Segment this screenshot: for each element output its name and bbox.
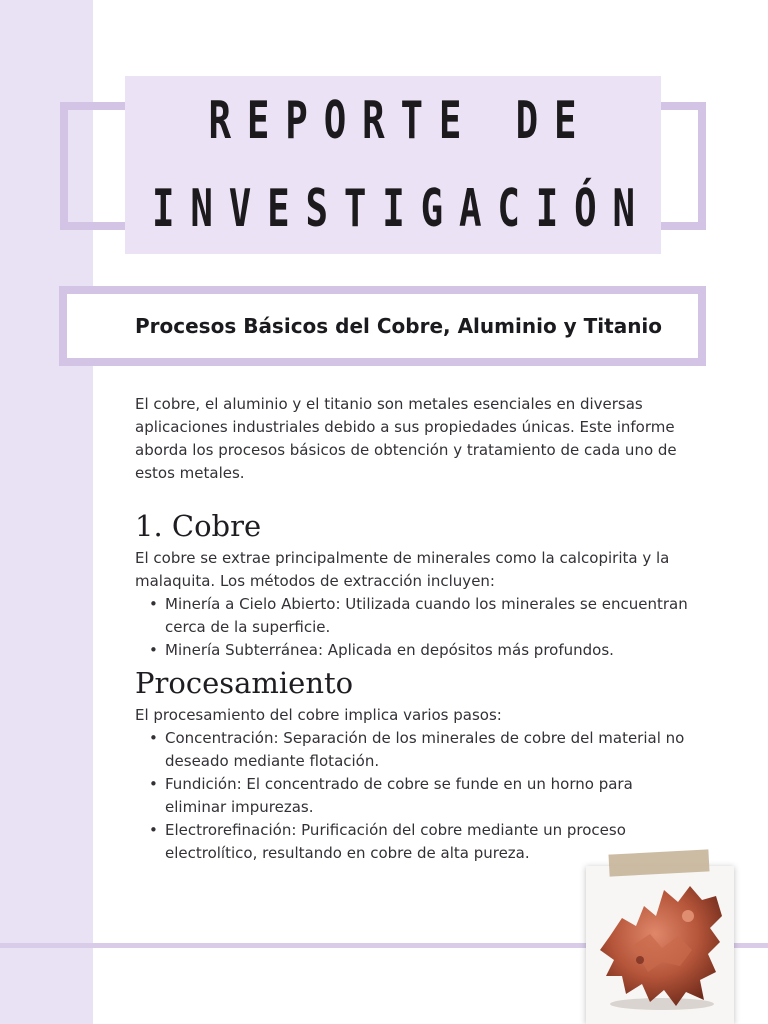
section-paragraph-cobre: El cobre se extrae principalmente de minerales como la calcopirita y la malaquita. Los métodos de extracción incluyen: (135, 549, 670, 590)
title-line-1: REPORTE DE (209, 91, 593, 151)
main-content (135, 393, 695, 865)
intro-paragraph: El cobre, el aluminio y el titanio son metales esenciales en diversas aplicaciones industriales debido a sus propiedades únicas. Este informe aborda los procesos básicos de obtención y tratamiento de cada uno de estos metales. (135, 395, 677, 482)
section-paragraph-procesamiento: El procesamiento del cobre implica varios pasos: (135, 706, 502, 724)
section-heading-cobre: 1. Cobre (135, 509, 262, 543)
subtitle: Procesos Básicos del Cobre, Aluminio y Titanio (135, 314, 663, 338)
list-item: • Fundición: El concentrado de cobre se funde en un horno para eliminar impurezas. (147, 773, 695, 819)
title-box (125, 76, 661, 254)
list-item: • Minería Subterránea: Aplicada en depósitos más profundos. (147, 639, 695, 662)
list-item: • Minería a Cielo Abierto: Utilizada cuando los minerales se encuentran cerca de la superficie. (147, 593, 695, 639)
copper-photo (586, 866, 734, 1024)
title-line-2: INVESTIGACIÓN (151, 179, 651, 239)
section-heading-procesamiento: Procesamiento (135, 666, 354, 700)
list-item: • Electrorefinación: Purificación del cobre mediante un proceso electrolítico, resultando en cobre de alta pureza. (147, 819, 695, 865)
list-item: • Concentración: Separación de los minerales de cobre del material no deseado mediante flotación. (147, 727, 695, 773)
processing-steps-list (147, 727, 695, 865)
extraction-methods-list (147, 593, 695, 662)
copper-nugget-icon (592, 876, 728, 1016)
